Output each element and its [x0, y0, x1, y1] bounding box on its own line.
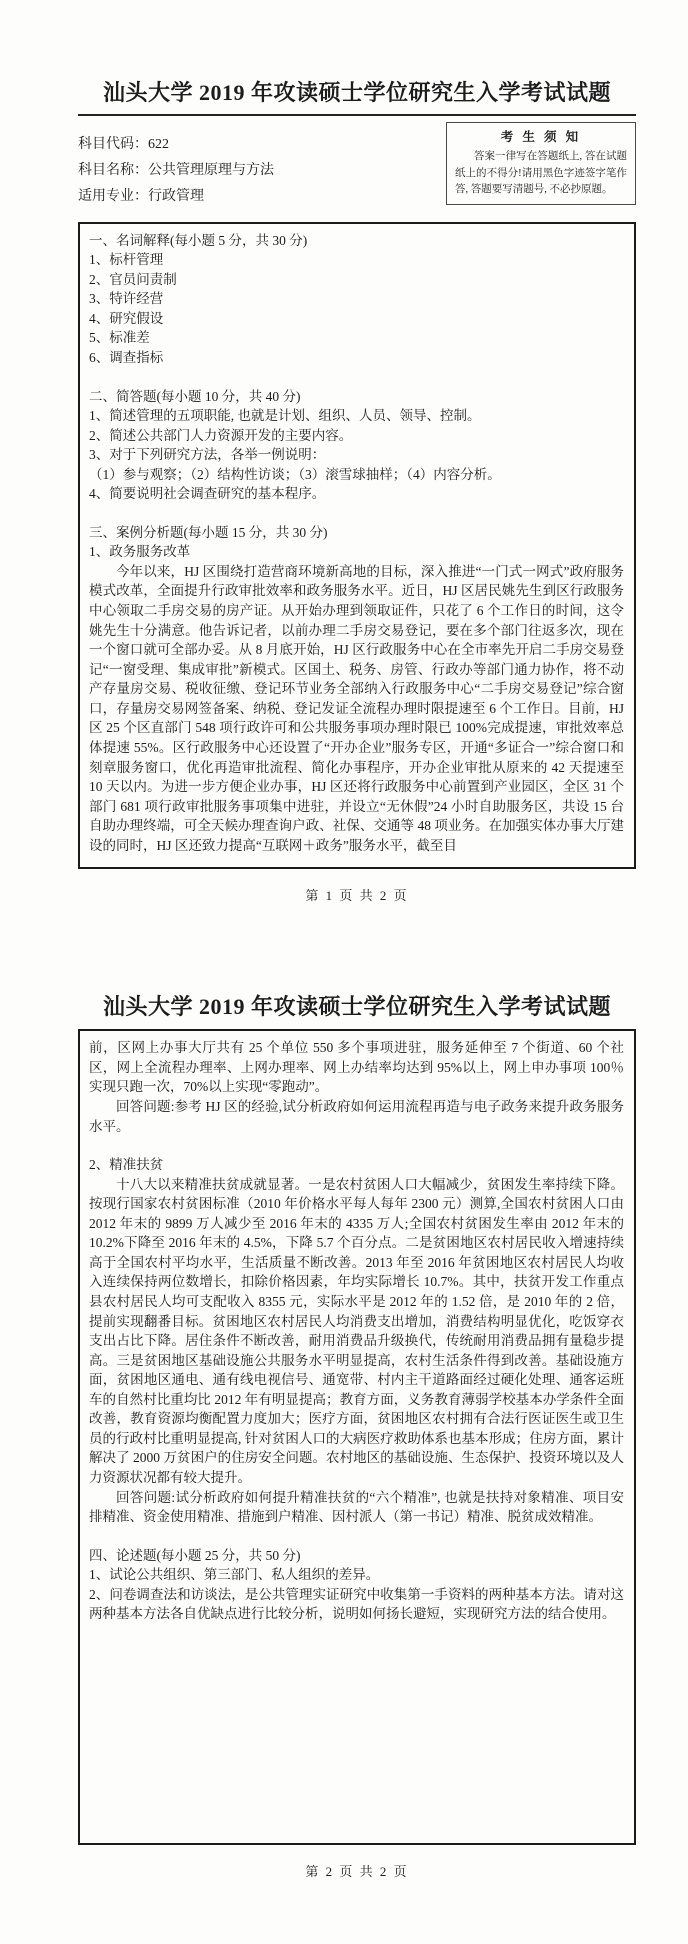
header-row — [78, 122, 636, 210]
section-heading: 四、论述题(每小题 25 分，共 50 分) — [89, 1547, 301, 1563]
section-heading: 一、名词解释(每小题 5 分，共 30 分) — [89, 232, 308, 248]
question-line: 2、问卷调查法和访谈法，是公共管理实证研究中收集第一手资料的两种基本方法。请对这两种基本方法各自优缺点进行比较分析，说明如何扬长避短，实现研究方法的结合使用。 — [89, 1586, 624, 1622]
question-line: 前，区网上办事大厅共有 25 个单位 550 多个事项进驻，服务延伸至 7 个街道、60 个社区，网上全流程办理率、上网办理率、网上办结率均达到 95%以上，网上申办事项 100％实现只跑一次，70%以上实现“零跑动”。 — [89, 1040, 624, 1095]
section-heading: 二、简答题(每小题 10 分，共 40 分) — [89, 388, 301, 404]
blank-line — [89, 1136, 624, 1155]
question-line: 2、精准扶贫 — [89, 1157, 164, 1173]
question-line: 2、官员问责制 — [89, 271, 177, 287]
question-line: 今年以来，HJ 区围绕打造营商环境新高地的目标，深入推进“一门式一网式”政府服务模式改革，全面提升行政审批效率和政务服务水平。近日，HJ 区居民姚先生到区行政服务中心领取二手房交易的房产证。从开始办理到领取证件，只花了 6 个工作日的时间，这令姚先生十分满意。他告诉记者，以前办理二手房交易登记，要在多个部门往返多次，现在一个窗口就可全部办妥。从 8 月底开始，HJ 区行政服务中心在全市率先开启二手房交易登记“一窗受理、集成审批”新模式。区国土、税务、房管、行政办等部门通力协作，将不动产存量房交易、税收征缴、登记环节业务全部纳入行政服务中心“二手房交易登记”综合窗口，存量房交易网签备案、纳税、登记发证全流程办理时限提速至 6 个工作日。目前，HJ 区 25 个区直部门 548 项行政许可和公共服务事项办理时限已 100%完成提速，审批效率总体提速 55%。区行政服务中心还设置了“开办企业”服务专区，开通“多证合一”综合窗口和刻章服务窗口，优化再造审批流程、简化办事程序，开办企业审批从原来的 42 天提速至 10 天以内。为进一步方便企业办事，HJ 区还将行政服务中心前置到产业园区，全区 31 个部门 681 项行政审批服务事项集中进驻，并设立“无休假”24 小时自助服务区，共设 15 台自助办理终端，可全天候办理查询户政、社保、交通等 48 项业务。在加强实体办事大厅建设的同时，HJ 区还致力提高“互联网＋政务”服务水平，截至目 — [89, 563, 624, 853]
blank-line — [89, 1527, 624, 1546]
blank-line — [89, 504, 624, 523]
blank-line — [89, 368, 624, 387]
question-line: 回答问题:参考 HJ 区的经验,试分析政府如何运用流程再造与电子政务来提升政务服务水平。 — [89, 1099, 624, 1134]
question-line: 1、简述管理的五项职能, 也就是计划、组织、人员、领导、控制。 — [89, 408, 481, 424]
page-number-footer: 第 1 页 共 2 页 — [305, 888, 409, 904]
question-line: 6、调查指标 — [89, 350, 164, 366]
subject-name: 科目名称：公共管理原理与方法 — [78, 162, 274, 178]
applicable-major: 适用专业：行政管理 — [78, 188, 204, 204]
page-number-footer: 第 2 页 共 2 页 — [305, 1864, 409, 1880]
question-box-page-1 — [78, 222, 636, 870]
question-line: 1、标杆管理 — [89, 252, 164, 268]
question-box-page-2 — [78, 1029, 636, 1845]
question-line: （1）参与观察；（2）结构性访谈；（3）滚雪球抽样；（4）内容分析。 — [89, 466, 501, 482]
question-line: 十八大以来精准扶贫成就显著。一是农村贫困人口大幅减少，贫困发生率持续下降。按现行国家农村贫困标准（2010 年价格水平每人每年 2300 元）测算,全国农村贫困人口由 2012 年末的 9899 万人减少至 2016 年末的 4335 万人;全国农村贫困发生率由 2012 年末的 10.2%下降至 2016 年末的 4.5%，下降 5.7 个百分点。二是贫困地区农村居民收入增速持续高于全国农村平均水平，生活质量不断改善。2013 年至 2016 年贫困地区农村居民人均收入连续保持两位数增长，扣除价格因素，年均实际增长 10.7%。其中，扶贫开发工作重点县农村居民人均可支配收入 8355 元，实际水平是 2012 年的 1.52 倍，是 2010 年的 2 倍，提前实现翻番目标。贫困地区农村居民人均消费支出增加，消费结构明显优化，吃饭穿衣支出占比下降。居住条件不断改善，耐用消费品升级换代，传统耐用消费品拥有量稳步提高。三是贫困地区基础设施公共服务水平明显提高，农村生活条件得到改善。基础设施方面，贫困地区通电、通有线电视信号、通宽带、村内主干道路面经过硬化处理、通客运班车的自然村比重均比 2012 年有明显提高；教育方面，义务教育薄弱学校基本办学条件全面改善，教育资源均衡配置力度加大；医疗方面，贫困地区农村拥有合法行医证医生或卫生员的行政村比重明显提高, 针对贫困人口的大病医疗救助体系也基本形成；住房方面，累计解决了 2000 万贫困户的住房安全问题。农村地区的基础设施、生态保护、投资环境以及人力资源状况都有较大提升。 — [89, 1176, 624, 1486]
page-title: 汕头大学 2019 年攻读硕士学位研究生入学考试试题 — [102, 994, 611, 1020]
section-heading: 三、案例分析题(每小题 15 分，共 30 分) — [89, 524, 328, 540]
question-line: 4、研究假设 — [89, 310, 164, 326]
page-title: 汕头大学 2019 年攻读硕士学位研究生入学考试试题 — [78, 76, 636, 116]
page-1 — [78, 76, 636, 904]
question-line: 1、试论公共组织、第三部门、私人组织的差异。 — [89, 1567, 380, 1583]
question-line: 1、政务服务改革 — [89, 544, 191, 560]
notice-body: 答案一律写在答题纸上, 答在试题纸上的不得分!请用黑色字迹签字笔作答, 答题要写清题号, 不必抄原题。 — [455, 151, 627, 195]
question-line: 3、对于下列研究方法，各举一例说明： — [89, 447, 326, 463]
page-2 — [78, 990, 636, 1880]
question-line: 3、特许经营 — [89, 291, 164, 307]
candidate-notice-box — [446, 122, 636, 205]
question-line: 2、简述公共部门人力资源开发的主要内容。 — [89, 427, 353, 443]
question-line: 回答问题:试分析政府如何提升精准扶贫的“六个精准”, 也就是扶持对象精准、项目安排精准、资金使用精准、措施到户精准、因村派人（第一书记）精准、脱贫成效精准。 — [89, 1489, 624, 1525]
question-line: 5、标准差 — [89, 330, 150, 346]
question-line: 4、简要说明社会调查研究的基本程序。 — [89, 486, 326, 502]
notice-title: 考 生 须 知 — [500, 130, 582, 144]
subject-meta — [78, 122, 274, 210]
subject-code: 科目代码：622 — [78, 137, 169, 152]
